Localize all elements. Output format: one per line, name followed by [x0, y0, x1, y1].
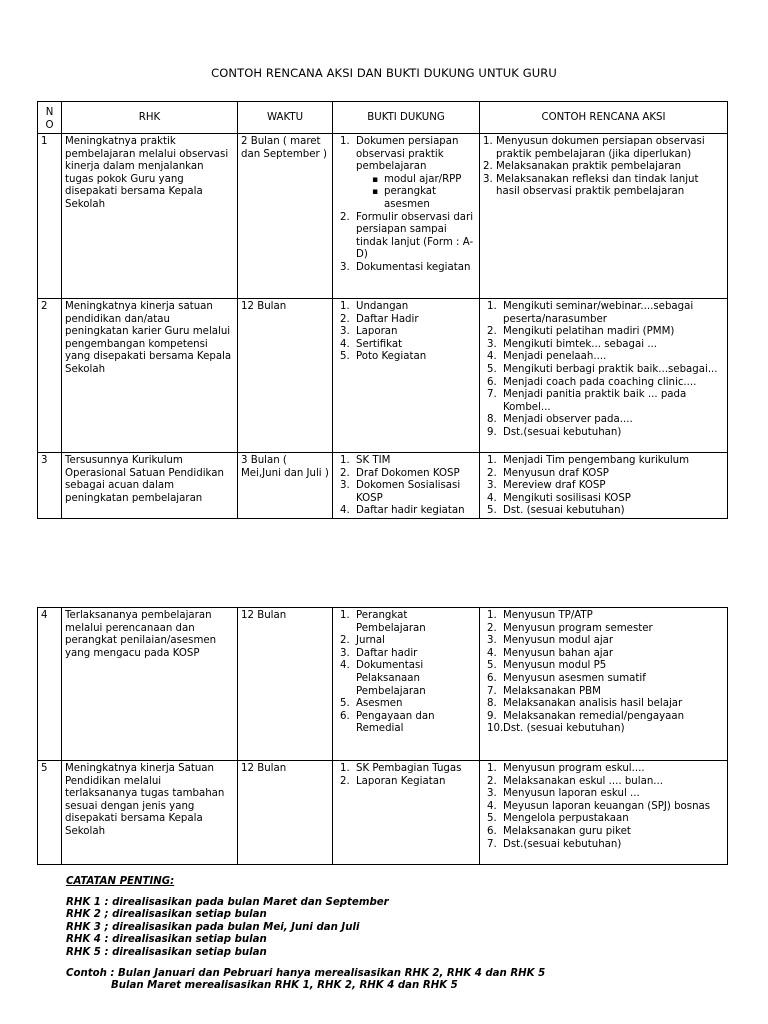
- list-text: Melaksanakan remedial/pengayaan: [503, 710, 685, 722]
- list-text: Daftar hadir: [356, 647, 418, 659]
- list-item: [336, 339, 476, 352]
- list-text: Mengikuti sosilisasi KOSP: [503, 492, 631, 504]
- list-number: 3.: [487, 338, 497, 350]
- cell-rhk: Terlaksananya pembelajaran melalui perencanaan dan perangkat penilaian/asesmen yang mengacu pada KOSP: [62, 608, 238, 761]
- list-number: 5.: [487, 813, 497, 825]
- cell-waktu: 2 Bulan ( maret dan September ): [238, 134, 333, 299]
- list-number: 6.: [340, 710, 350, 722]
- note-line: RHK 1 : direalisasikan pada bulan Maret dan September: [66, 896, 389, 908]
- list-number: 9.: [487, 426, 497, 438]
- list-number: 2.: [340, 635, 350, 647]
- list-item: [483, 427, 724, 440]
- list-number: 4.: [340, 338, 350, 350]
- note-line: RHK 2 ; direalisasikan setiap bulan: [66, 909, 267, 921]
- list-item: [336, 301, 476, 314]
- list-item: [483, 351, 724, 364]
- list-number: 6.: [487, 376, 497, 388]
- sub-list: [368, 174, 476, 212]
- list-number: 3.: [487, 480, 497, 492]
- list-text: Menyusun TP/ATP: [503, 610, 593, 621]
- list-number: 7.: [487, 389, 497, 401]
- cell-bukti-dukung: [333, 299, 480, 453]
- bukti-dukung-list: [336, 136, 476, 275]
- list-text: Perangkat Pembelajaran: [356, 610, 426, 634]
- important-notes: [66, 876, 726, 993]
- list-text: Draf Dokomen KOSP: [356, 467, 460, 479]
- list-item: [483, 648, 724, 661]
- list-number: 9.: [487, 710, 497, 722]
- list-text: Pengayaan dan Remedial: [356, 710, 435, 735]
- list-text: Mengelola perpustakaan: [503, 813, 629, 825]
- list-text: Menyusun modul ajar: [503, 635, 614, 647]
- list-number: 5.: [340, 698, 350, 710]
- list-number: 2.: [487, 467, 497, 479]
- list-text: Melaksanakan PBM: [503, 685, 601, 697]
- list-number: 1.: [340, 763, 350, 774]
- list-text: Menjadi observer pada....: [503, 414, 633, 426]
- rencana-aksi-list: [483, 610, 724, 736]
- list-text: Melaksanakan analisis hasil belajar: [503, 698, 683, 710]
- list-item: [336, 660, 476, 698]
- list-item: [483, 136, 724, 161]
- list-item: [483, 788, 724, 801]
- list-text: Menyusun bahan ajar: [503, 647, 614, 659]
- list-text: Undangan: [356, 301, 409, 312]
- list-number: 3.: [340, 480, 350, 492]
- list-text: Menjadi panitia praktik baik ... pada Kombel...: [503, 389, 687, 413]
- list-item: [336, 635, 476, 648]
- list-text: Melaksanakan praktik pembelajaran: [496, 161, 682, 173]
- list-item: [336, 505, 476, 518]
- list-text: Poto Kegiatan: [356, 351, 427, 363]
- list-item: [483, 801, 724, 814]
- header-rencana-aksi: CONTOH RENCANA AKSI: [480, 102, 728, 134]
- list-text: Mengikuti seminar/webinar....sebagai peserta/narasumber: [503, 301, 694, 325]
- list-item: [483, 673, 724, 686]
- cell-rencana-aksi: [480, 761, 728, 865]
- header-bukti-dukung: BUKTI DUKUNG: [333, 102, 480, 134]
- list-item: [336, 314, 476, 327]
- list-text: Meyusun laporan keuangan (SPJ) bosnas: [503, 800, 711, 812]
- cell-no: 2: [38, 299, 62, 453]
- list-number: 8.: [487, 414, 497, 426]
- list-item: [336, 711, 476, 736]
- list-item: [336, 776, 476, 789]
- list-number: 2.: [340, 313, 350, 325]
- list-number: 3.: [483, 173, 493, 185]
- cell-bukti-dukung: [333, 608, 480, 761]
- notes-heading: CATATAN PENTING:: [66, 876, 175, 887]
- table-row: [38, 453, 728, 519]
- table-row: [38, 134, 728, 299]
- list-number: 1.: [340, 136, 350, 147]
- cell-rhk: Tersusunnya Kurikulum Operasional Satuan Pendidikan sebagai acuan dalam peningkatan pembelajaran: [62, 453, 238, 519]
- bukti-dukung-list: [336, 610, 476, 736]
- list-number: 3.: [487, 635, 497, 647]
- list-text: Menjadi Tim pengembang kurikulum: [503, 455, 690, 466]
- list-text: Dokumen persiapan observasi praktik pembelajaran: [356, 136, 459, 173]
- list-text: Daftar hadir kegiatan: [356, 505, 465, 517]
- list-number: 5.: [487, 660, 497, 672]
- list-number: 2.: [487, 326, 497, 338]
- list-item: [336, 480, 476, 505]
- list-item: [483, 839, 724, 852]
- sub-list-item: ▪ perangkat asesmen: [368, 186, 476, 211]
- list-item: [483, 711, 724, 724]
- list-number: 2.: [340, 775, 350, 787]
- list-item: [483, 493, 724, 506]
- table-row: [38, 608, 728, 761]
- list-number: 5.: [487, 363, 497, 375]
- cell-no: 3: [38, 453, 62, 519]
- cell-bukti-dukung: [333, 761, 480, 865]
- list-number: 1.: [487, 610, 497, 621]
- header-rhk: RHK: [62, 102, 238, 134]
- document-title: CONTOH RENCANA AKSI DAN BUKTI DUKUNG UNTUK GURU: [211, 66, 557, 80]
- header-no: N O: [38, 102, 62, 134]
- list-item: [483, 826, 724, 839]
- list-text: Dst.(sesuai kebutuhan): [503, 838, 622, 850]
- note-line: RHK 5 : direalisasikan setiap bulan: [66, 946, 267, 958]
- list-text: Menyusun asesmen sumatif: [503, 672, 646, 684]
- list-number: 5.: [487, 505, 497, 517]
- list-item: [483, 660, 724, 673]
- table-row: [38, 299, 728, 453]
- cell-waktu: 3 Bulan ( Mei,Juni dan Juli ): [238, 453, 333, 519]
- list-text: Menyusun modul P5: [503, 660, 607, 672]
- list-text: Mengikuti bimtek... sebagai ...: [503, 338, 658, 350]
- list-text: Melaksanakan refleksi dan tindak lanjut hasil observasi praktik pembelajaran: [496, 173, 699, 198]
- list-item: [336, 212, 476, 262]
- list-number: 2.: [483, 161, 493, 173]
- list-item: [483, 468, 724, 481]
- list-number: 3.: [340, 647, 350, 659]
- list-number: 1.: [487, 301, 497, 312]
- cell-rencana-aksi: [480, 453, 728, 519]
- list-text: Menyusun program semester: [503, 622, 653, 634]
- list-item: [336, 326, 476, 339]
- action-plan-table-page-2: [37, 607, 728, 865]
- list-item: [483, 414, 724, 427]
- list-text: Formulir observasi dari persiapan sampai tindak lanjut (Form : A-D): [356, 211, 474, 261]
- list-number: 3.: [340, 326, 350, 338]
- list-text: Sertifikat: [356, 338, 403, 350]
- list-item: [336, 351, 476, 364]
- list-number: 1.: [340, 610, 350, 621]
- list-number: 2.: [487, 775, 497, 787]
- list-number: 3.: [340, 261, 350, 273]
- list-item: [483, 635, 724, 648]
- note-line: RHK 4 : direalisasikan setiap bulan: [66, 934, 267, 946]
- list-item: [336, 262, 476, 275]
- list-item: [336, 610, 476, 635]
- list-text: Melaksanakan guru piket: [503, 825, 631, 837]
- list-text: Menyusun dokumen persiapan observasi praktik pembelajaran (jika diperlukan): [496, 136, 705, 160]
- cell-no: 1: [38, 134, 62, 299]
- list-text: Asesmen: [356, 698, 403, 710]
- list-text: Jurnal: [356, 635, 386, 647]
- list-item: [483, 723, 724, 736]
- list-text: Dokumentasi kegiatan: [356, 261, 471, 273]
- list-item: [483, 389, 724, 414]
- list-number: 4.: [340, 505, 350, 517]
- list-number: 4.: [487, 492, 497, 504]
- cell-no: 5: [38, 761, 62, 865]
- list-text: Dst.(sesuai kebutuhan): [503, 426, 622, 438]
- list-number: 1.: [487, 763, 497, 774]
- list-number: 4.: [487, 351, 497, 363]
- list-number: 1.: [340, 301, 350, 312]
- list-item: [483, 623, 724, 636]
- list-item: [483, 763, 724, 776]
- list-text: Menyusun program eskul....: [503, 763, 645, 774]
- cell-waktu: 12 Bulan: [238, 761, 333, 865]
- list-item: [336, 763, 476, 776]
- header-waktu: WAKTU: [238, 102, 333, 134]
- cell-bukti-dukung: [333, 134, 480, 299]
- list-text: Mengikuti berbagi praktik baik...sebagai...: [503, 363, 718, 375]
- list-text: SK TIM: [356, 455, 391, 466]
- list-number: 2.: [340, 467, 350, 479]
- list-item: [483, 364, 724, 377]
- table-header-row: [38, 102, 728, 134]
- rencana-aksi-list: [483, 301, 724, 440]
- list-text: Menjadi penelaah....: [503, 351, 607, 363]
- list-number: 2.: [340, 211, 350, 223]
- list-text: Melaksanakan eskul .... bulan...: [503, 775, 663, 787]
- list-number: 7.: [487, 685, 497, 697]
- cell-rencana-aksi: [480, 134, 728, 299]
- bukti-dukung-list: [336, 455, 476, 518]
- list-number: 4.: [487, 800, 497, 812]
- list-text: Menyusun laporan eskul ...: [503, 788, 640, 800]
- list-text: Dst. (sesuai kebutuhan): [503, 505, 625, 517]
- list-item: [483, 776, 724, 789]
- list-number: 6.: [487, 672, 497, 684]
- rencana-aksi-list: [483, 455, 724, 518]
- list-number: 1.: [487, 455, 497, 466]
- list-number: 7.: [487, 838, 497, 850]
- table-row: [38, 761, 728, 865]
- cell-rhk: Meningkatnya praktik pembelajaran melalui observasi kinerja dalam menjalankan tugas pokok Guru yang disepakati bersama Kepala Sekolah: [62, 134, 238, 299]
- list-item: [483, 455, 724, 468]
- list-text: Daftar Hadir: [356, 313, 419, 325]
- list-item: [336, 468, 476, 481]
- example-line-1: Contoh : Bulan Januari dan Pebruari hanya merealisasikan RHK 2, RHK 4 dan RHK 5: [66, 967, 546, 979]
- list-number: 3.: [487, 788, 497, 800]
- list-item: [483, 505, 724, 518]
- list-text: Menjadi coach pada coaching clinic....: [503, 376, 697, 388]
- list-item: [483, 480, 724, 493]
- sub-list-item: ▪ modul ajar/RPP: [368, 174, 476, 187]
- list-item: [483, 301, 724, 326]
- list-number: 1.: [483, 136, 493, 147]
- list-item: [483, 174, 724, 199]
- list-item: [483, 698, 724, 711]
- cell-rencana-aksi: [480, 299, 728, 453]
- list-text: Menyusun draf KOSP: [503, 467, 609, 479]
- bukti-dukung-list: [336, 301, 476, 364]
- list-item: [336, 648, 476, 661]
- list-text: SK Pembagian Tugas: [356, 763, 462, 774]
- list-number: 4.: [340, 660, 350, 672]
- list-number: 5.: [340, 351, 350, 363]
- list-item: [336, 698, 476, 711]
- list-number: 10.: [487, 723, 504, 735]
- list-number: 6.: [487, 825, 497, 837]
- action-plan-table-page-1: [37, 101, 728, 519]
- cell-rhk: Meningkatnya kinerja satuan pendidikan dan/atau peningkatan karier Guru melalui pengembangan kompetensi yang disepakati bersama Kepala Sekolah: [62, 299, 238, 453]
- list-item: [483, 686, 724, 699]
- list-number: 4.: [487, 647, 497, 659]
- list-number: 8.: [487, 698, 497, 710]
- list-item: [483, 377, 724, 390]
- list-text: Dst. (sesuai kebutuhan): [503, 723, 625, 735]
- list-text: Dokomen Sosialisasi KOSP: [356, 480, 461, 504]
- list-item: [336, 136, 476, 212]
- list-item: [336, 455, 476, 468]
- list-item: [483, 610, 724, 623]
- list-number: 1.: [340, 455, 350, 466]
- cell-bukti-dukung: [333, 453, 480, 519]
- list-item: [483, 339, 724, 352]
- rencana-aksi-list: [483, 763, 724, 851]
- cell-waktu: 12 Bulan: [238, 299, 333, 453]
- cell-waktu: 12 Bulan: [238, 608, 333, 761]
- list-text: Laporan: [356, 326, 398, 338]
- cell-rencana-aksi: [480, 608, 728, 761]
- list-item: [483, 813, 724, 826]
- note-line: RHK 3 ; direalisasikan pada bulan Mei, Juni dan Juli: [66, 921, 360, 933]
- list-text: Dokumentasi Pelaksanaan Pembelajaran: [356, 660, 426, 697]
- rencana-aksi-list: [483, 136, 724, 199]
- list-text: Laporan Kegiatan: [356, 775, 446, 787]
- cell-no: 4: [38, 608, 62, 761]
- bukti-dukung-list: [336, 763, 476, 788]
- cell-rhk: Meningkatnya kinerja Satuan Pendidikan melalui terlaksananya tugas tambahan sesuai dengan jenis yang disepakati bersama Kepala Sekolah: [62, 761, 238, 865]
- list-number: 2.: [487, 622, 497, 634]
- list-text: Mengikuti pelatihan madiri (PMM): [503, 326, 675, 338]
- list-item: [483, 161, 724, 174]
- list-text: Mereview draf KOSP: [503, 480, 606, 492]
- example-line-2: Bulan Maret merealisasikan RHK 1, RHK 2, RHK 4 dan RHK 5: [111, 980, 458, 992]
- list-item: [483, 326, 724, 339]
